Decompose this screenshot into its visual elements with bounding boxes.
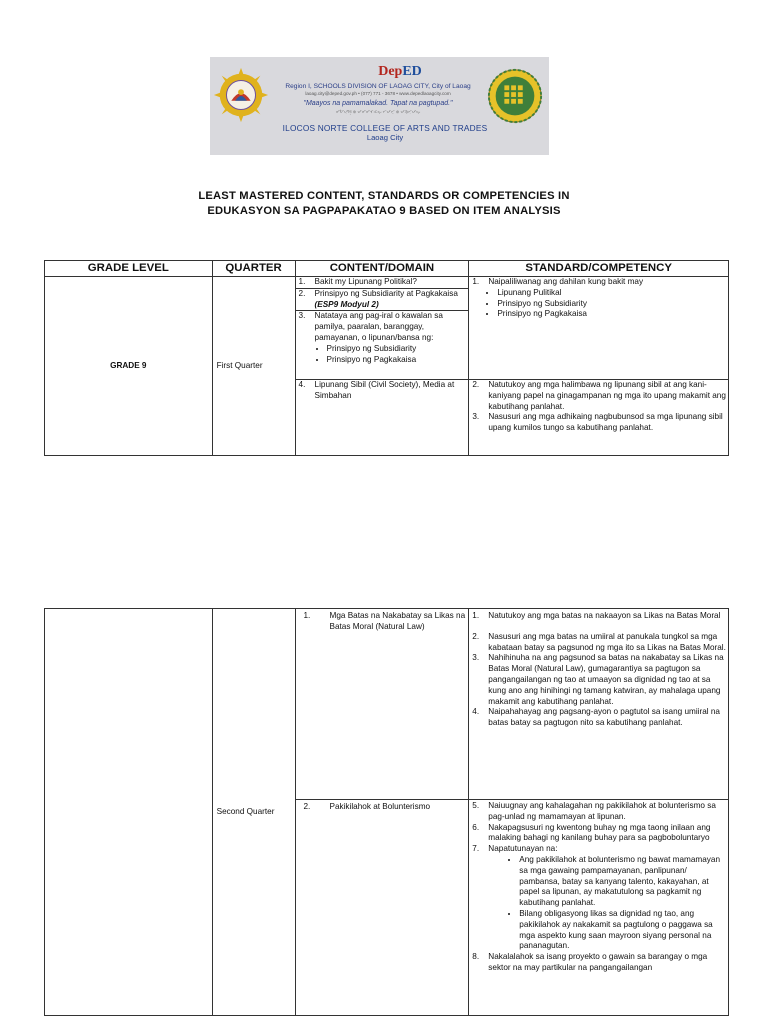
quarter-cell: First Quarter: [212, 277, 295, 456]
standard-cell: [469, 380, 729, 456]
content-cell: [295, 277, 469, 380]
grade-cell: GRADE 9: [45, 277, 213, 456]
contact-line: laoag.city@deped.gov.ph • (077) 771 - 3678 • www.depedlaoagcity.com: [305, 91, 451, 96]
content-cell: [295, 609, 469, 800]
baybayin-motto: ᜋᜀᜌᜓᜐ᜔ ᜈ ᜉᜋᜋᜎᜃᜇ᜔ ᜆᜉᜆ᜔ ᜈ ᜉᜄ᜔ᜆᜓᜉᜇ᜔: [335, 109, 421, 114]
document-title-line1: LEAST MASTERED CONTENT, STANDARDS OR COMPETENCIES IN: [198, 190, 570, 202]
list-item: 4. Naipahahayag ang pagsang-ayon o pagtutol sa isang umiiral na batas batay sa pagtugon nito sa kabutihang panlahat.: [472, 707, 720, 728]
header-grade-level: GRADE LEVEL: [45, 261, 213, 277]
list-item: 8. Nakalalahok sa isang proyekto o gawain sa barangay o mga sektor na may partikular na pangangailangan: [472, 952, 708, 972]
content-cell: [295, 800, 469, 1016]
motto: "Maayos na pamamalakad. Tapat na pagtupad.": [303, 100, 453, 107]
quarter-cell: Second Quarter: [212, 609, 295, 1016]
letterhead-banner: [210, 57, 549, 155]
list-item: 4. Lipunang Sibil (Civil Society), Media at Simbahan: [298, 380, 455, 400]
school-seal-icon: [486, 67, 544, 125]
header-quarter: QUARTER: [212, 261, 295, 277]
header-standard-competency: STANDARD/COMPETENCY: [469, 261, 729, 277]
list-item: 7. Napatutunayan na:: [472, 844, 558, 854]
list-item: 1. Mga Batas na Nakabatay sa Likas na Batas Moral (Natural Law): [303, 611, 466, 631]
standard-cell: [469, 609, 729, 800]
list-item: 2. Pakikilahok at Bolunterismo: [303, 802, 431, 811]
content-cell: [295, 380, 469, 456]
list-item: 2. Nasusuri ang mga batas na umiiral at panukala tungkol sa mga kabataan batay sa pagsunod ng mga ito sa Likas na Batas Moral.: [472, 631, 726, 652]
list-item: 1. Bakit my Lipunang Politikal?: [298, 277, 417, 286]
sdo-seal-icon: [212, 66, 270, 124]
competency-table-q2: [44, 608, 729, 1016]
standard-cell: 1. Naipaliliwanag ang dahilan kung bakit may • Lipunang Pulitikal • Prinsipyo ng Subsidiarity • Prinsipyo ng Pagkakaisa: [469, 277, 729, 380]
document-title-line2: EDUKASYON SA PAGPAPAKATAO 9 BASED ON ITEM ANALYSIS: [207, 205, 561, 217]
table-row: [45, 277, 729, 380]
list-item: 1. Natutukoy ang mga batas na nakaayon sa Likas na Batas Moral: [472, 611, 721, 620]
list-item: 2. Prinsipyo ng Subsidiarity at Pagkakaisa (ESP9 Modyul 2): [296, 288, 469, 311]
deped-logo: DepED: [378, 64, 422, 79]
grade-cell-empty: [45, 609, 213, 1016]
list-item: 5. Naiuugnay ang kahalagahan ng pakikilahok at bolunterismo sa pag-unlad ng mamamayan at lipunan.: [472, 801, 716, 821]
competency-table-q1: [44, 260, 729, 456]
school-city: Laoag City: [366, 133, 404, 142]
school-name: ILOCOS NORTE COLLEGE OF ARTS AND TRADES: [282, 123, 488, 133]
table-row: [45, 609, 729, 800]
list-item: 3. Nahihinuha na ang pagsunod sa batas na nakabatay sa Likas na Batas Moral (Natural Law), gumagarantiya sa pagtugon sa pangangailangan ng tao at umaayon sa dignidad ng tao at sa kung ano ang hinihingi ng tamang katwiran, ay mahalaga upang makamit ang kabutihang panlahat.: [472, 653, 724, 706]
table-header-row: [45, 261, 729, 277]
list-item: 6. Nakapagsusuri ng kwentong buhay ng mga taong inilaan ang malaking bahagi ng kanilang buhay para sa pagboboluntaryo: [472, 822, 711, 843]
header-content-domain: CONTENT/DOMAIN: [295, 261, 469, 277]
region-line: Region I, SCHOOLS DIVISION OF LAOAG CITY, City of Laoag: [285, 83, 471, 90]
list-item: 3. Natataya ang pag-iral o kawalan sa pamilya, paaralan, baranggay, pamayanan, o lipunan/bansa ng: • Prinsipyo ng Subsidiarity • Prinsipyo ng Pagkakaisa: [296, 310, 469, 365]
list-item: 2. Natutukoy ang mga halimbawa ng lipunang sibil at ang kani-kaniyang papel na ginagampanan ng mga ito upang makamit ang kabutihang panlahat.: [472, 380, 726, 411]
standard-cell: 5. Naiuugnay ang kahalagahan ng pakikilahok at bolunterismo sa pag-unlad ng mamamayan at lipunan. 6. Nakapagsusuri ng kwentong buhay ng mga taong inilaan ang malaking bahagi ng kanilang buhay para sa pagboboluntaryo 7. Napatutunayan na: • Ang pakikilahok at bolunterismo ng bawat mamamayan sa mga gawaing pampamayanan, panlipunan/ pambansa, batay sa kanyang talento, kakayahan, at papel sa lipunan, ay makatutulong sa pagkamit ng kabutihang panlahat. • Bilang obligasyong likas sa dignidad ng tao, ang pakikilahok ay nakakamit sa pagtulong o paggawa sa mga aspekto kung saan mayroon siyang personal na pananagutan. 8. Nakalalahok sa isang proyekto o gawain sa barangay o mga sektor na may partikular na pangangailangan: [469, 800, 729, 1016]
list-item: 1. Naipaliliwanag ang dahilan kung bakit may: [472, 277, 644, 286]
list-item: 3. Nasusuri ang mga adhikaing nagbubunsod sa mga lipunang sibil upang kumilos tungo sa kabutihang panlahat.: [472, 412, 723, 433]
